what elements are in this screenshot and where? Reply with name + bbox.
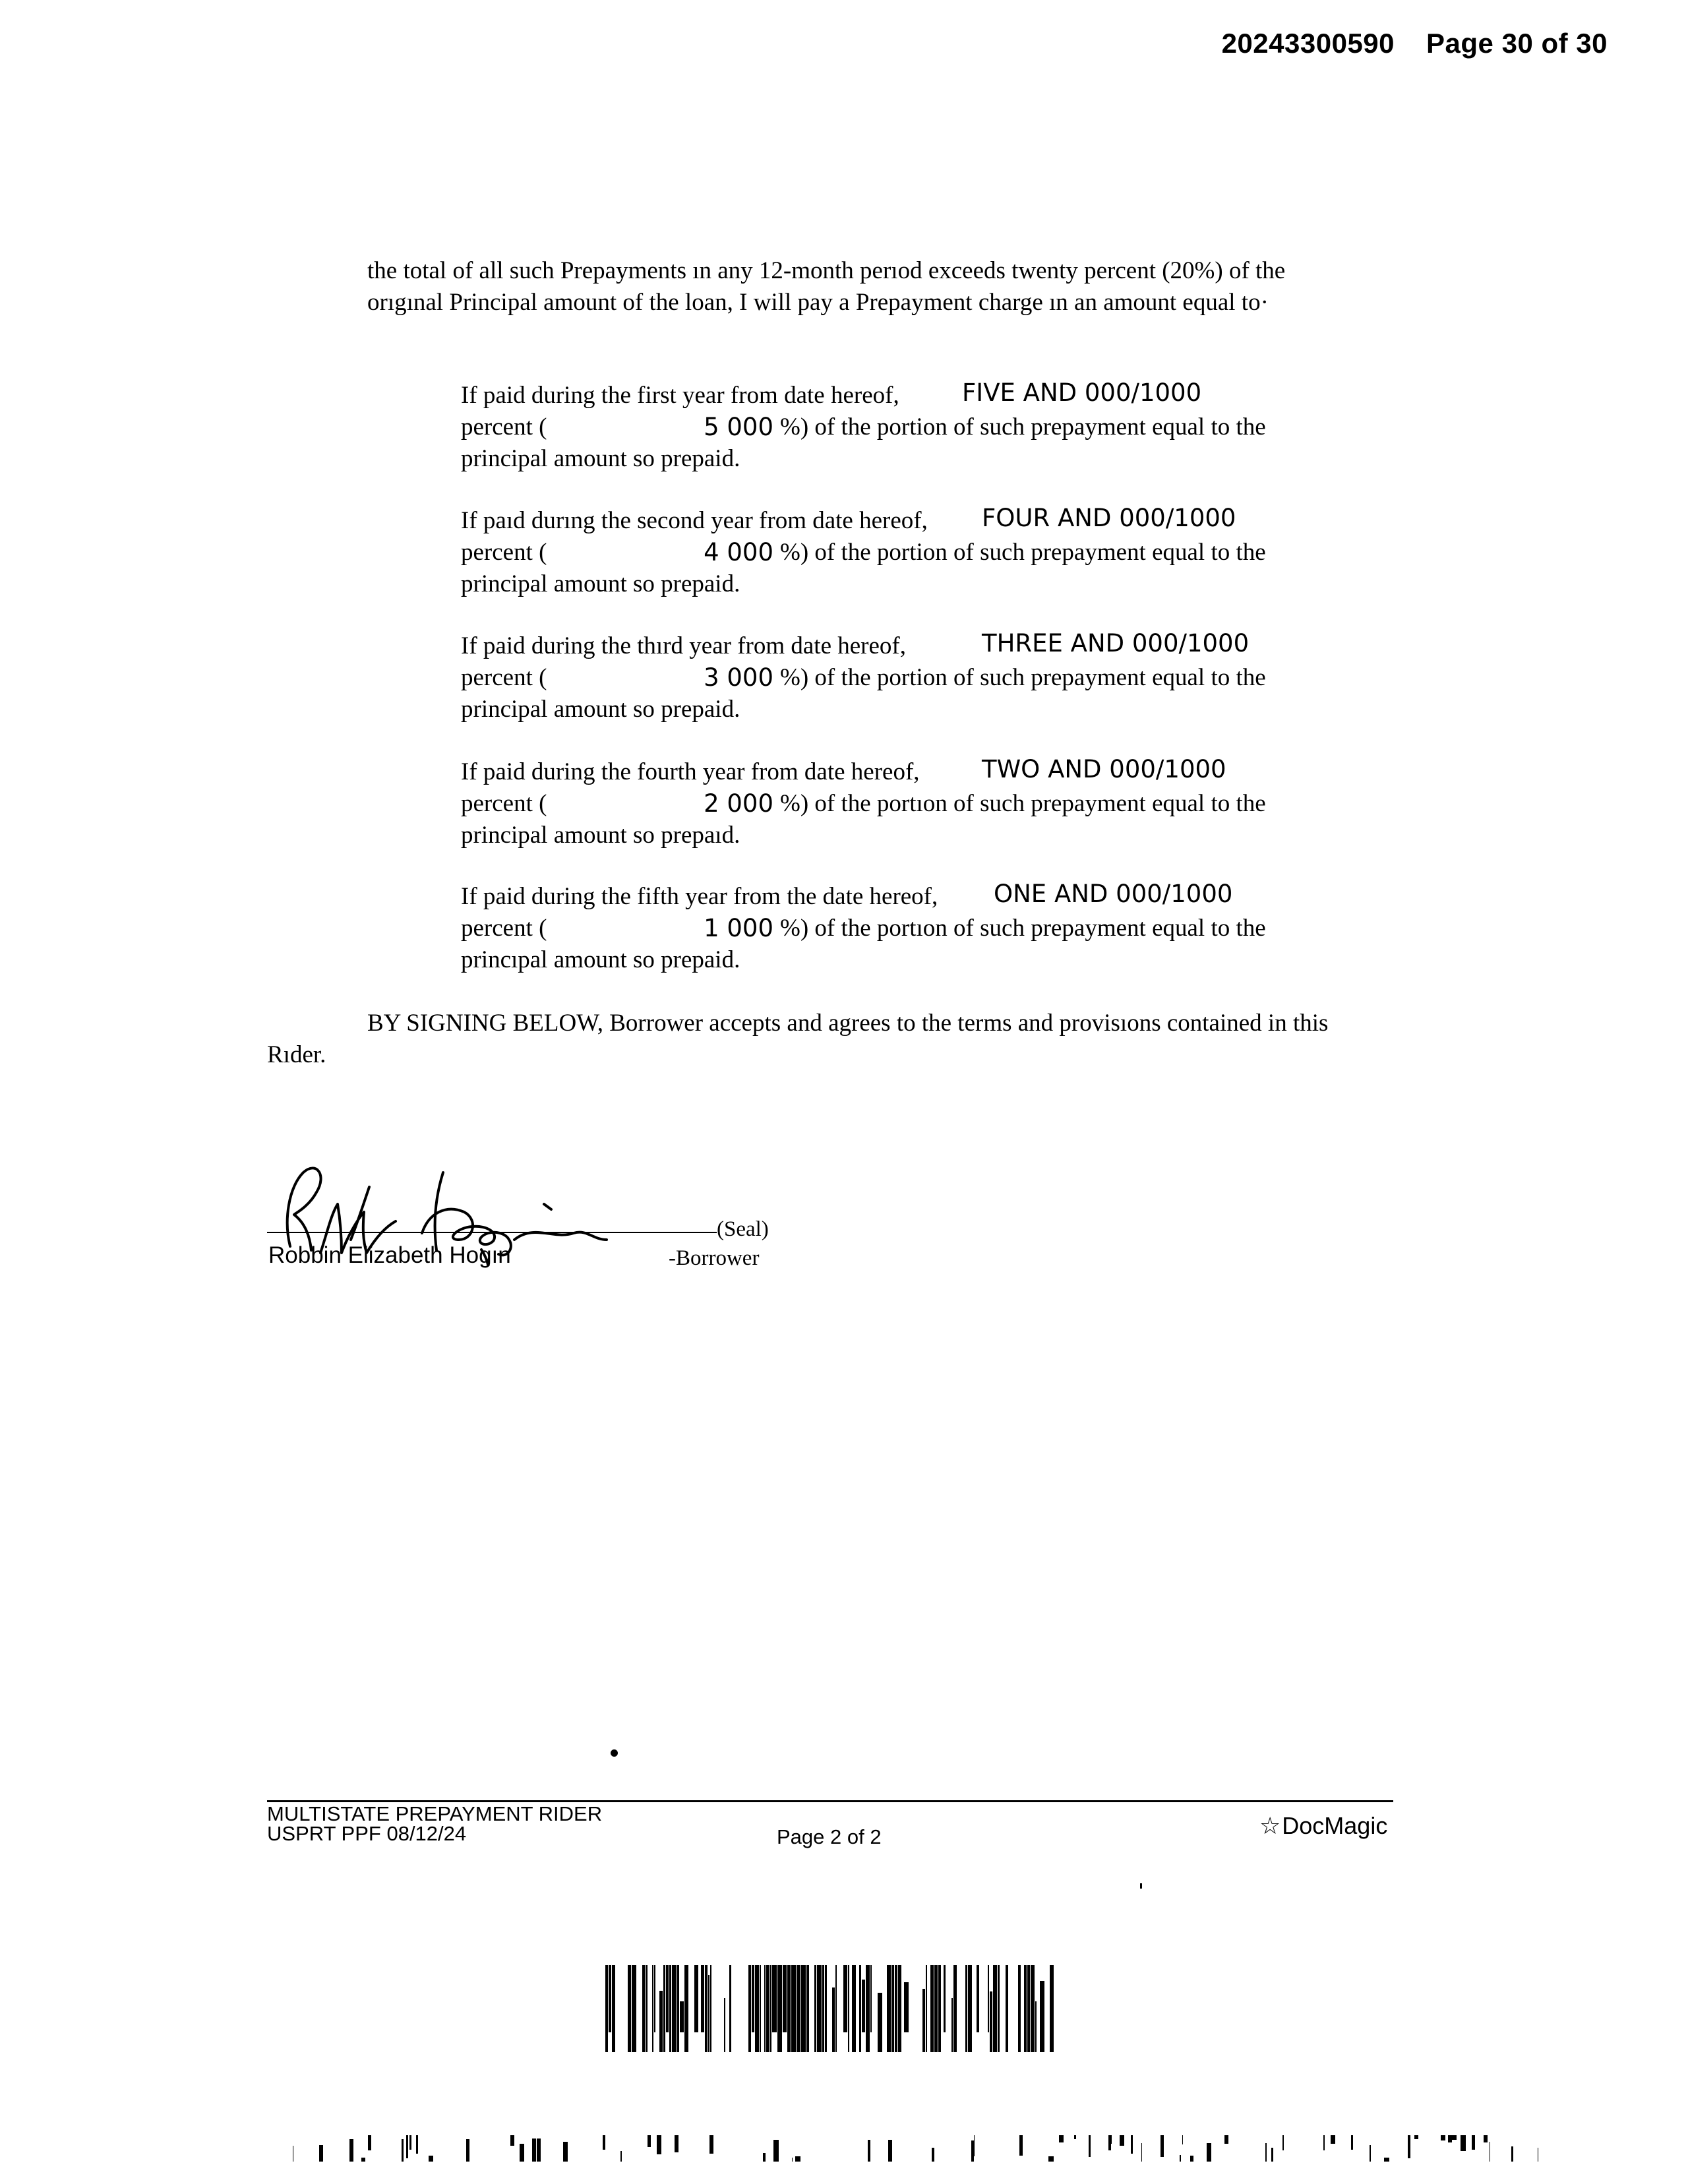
barcode-bar (672, 1965, 677, 2052)
percent-close: %) of the portıon of such prepayment equal to the (780, 915, 1266, 942)
scan-mark (1180, 2155, 1181, 2162)
barcode-bar (663, 1965, 665, 2052)
percent-open: percent ( (461, 790, 547, 817)
scan-mark (1059, 2135, 1064, 2142)
percent-open: percent ( (461, 915, 547, 942)
barcode-bar (998, 1965, 1000, 2052)
scan-mark (792, 2158, 793, 2162)
barcode-bar (666, 1965, 669, 2032)
barcode-bar (772, 1965, 777, 2032)
barcode-bar (922, 1989, 925, 2052)
scan-mark (1461, 2135, 1466, 2151)
barcode-bar (1031, 1965, 1035, 2052)
percent-value: 2 000 (704, 789, 773, 818)
barcode-bar (1040, 1981, 1044, 2052)
scan-mark (1408, 2135, 1410, 2158)
scan-mark (1141, 2143, 1142, 2162)
barcode-bar (642, 1965, 645, 2052)
scan-mark (1111, 2135, 1112, 2144)
barcode-bar (1050, 1965, 1054, 2052)
star-icon: ☆ (1259, 1812, 1281, 1839)
barcode-bar (843, 1965, 847, 2032)
barcode-bar (659, 1991, 663, 2052)
scan-mark (563, 2142, 568, 2162)
brand-name: DocMagic (1282, 1812, 1388, 1839)
amount-words: TWO AND 000/1000 (982, 755, 1226, 783)
barcode-bar (729, 1965, 731, 2052)
scan-mark (795, 2156, 800, 2162)
barcode-bar (977, 1965, 979, 2032)
barcode-bar (701, 1965, 704, 2032)
barcode-bar (835, 1965, 837, 2052)
barcode-bar (770, 1965, 771, 2052)
barcode-bar (628, 1965, 631, 2052)
scan-mark (429, 2156, 433, 2162)
scan-mark (1370, 2145, 1371, 2162)
form-title: MULTISTATE PREPAYMENT RIDER (267, 1802, 603, 1825)
stray-mark (611, 1749, 618, 1757)
signing-statement: BY SIGNING BELOW, Borrower accepts and agrees to the terms and provisıons contained in this (367, 1010, 1329, 1037)
scan-mark (1089, 2135, 1091, 2157)
scan-mark (675, 2135, 678, 2152)
scan-mark (1323, 2135, 1325, 2150)
percent-close: %) of the portion of such prepayment equal to the (780, 413, 1266, 440)
scan-mark (416, 2135, 418, 2154)
barcode-bar (646, 1965, 648, 2052)
scan-mark (620, 2151, 622, 2162)
barcode-bar (677, 1965, 679, 2052)
scan-mark (1207, 2143, 1211, 2162)
percent-open: percent ( (461, 413, 547, 440)
scan-mark (319, 2145, 323, 2162)
barcode-bar (708, 1975, 709, 2052)
barcode-bar (669, 1965, 671, 2052)
barcode-bar (755, 1965, 759, 2052)
scan-mark (361, 2158, 365, 2162)
barcode-bar (760, 1965, 761, 2052)
barcode-bar (1024, 1965, 1027, 2052)
barcode-bar (832, 1987, 835, 2052)
barcode-bar (926, 1965, 927, 2052)
scan-mark (532, 2138, 536, 2162)
scan-mark (657, 2135, 661, 2154)
scan-mark (402, 2139, 404, 2162)
barcode-bar (878, 1993, 882, 2052)
barcode-bar (791, 1965, 796, 2052)
barcode-bar (705, 1965, 708, 2052)
scan-mark (1271, 2148, 1273, 2162)
scan-mark (1224, 2135, 1228, 2144)
seal-label: (Seal) (717, 1217, 769, 1241)
scan-mark (409, 2135, 411, 2150)
barcode-bar (898, 1965, 901, 2052)
scan-mark (1108, 2135, 1111, 2150)
brand-logo (1259, 1812, 1387, 1840)
barcode-bar (968, 1965, 972, 2052)
schedule-item (461, 630, 1318, 725)
scan-mark (1265, 2143, 1267, 2162)
barcode-bar (724, 1998, 725, 2052)
barcode-bar (859, 1965, 861, 2052)
barcode-bar (680, 2001, 684, 2032)
scan-mark (1441, 2135, 1445, 2140)
barcode-bar (852, 1965, 856, 2052)
scan-mark (974, 2135, 975, 2156)
scan-mark (1074, 2135, 1076, 2139)
barcode-bar (904, 1982, 909, 2032)
scan-mark (368, 2135, 371, 2150)
scan-mark (648, 2135, 651, 2147)
signature-line (267, 1232, 717, 1233)
schedule-item (461, 380, 1318, 475)
barcode-bar (612, 1965, 615, 2052)
barcode-bar (934, 1965, 938, 2052)
barcode-bar (953, 1965, 957, 2052)
page-label: Page 30 of 30 (1426, 28, 1608, 59)
barcode-bar (783, 1965, 787, 2032)
scan-mark (1384, 2158, 1389, 2162)
document-number: 20243300590 (1221, 28, 1395, 59)
schedule-lead: If paid during the fifth year from the date hereof, (461, 883, 938, 910)
scan-mark (1019, 2135, 1023, 2156)
percent-close: %) of the portion of such prepayment equal to the (780, 539, 1266, 566)
scan-mark (1048, 2156, 1054, 2162)
schedule-closing: principal amount so prepaid. (461, 696, 740, 723)
schedule-closing: principal amount so prepaid. (461, 445, 740, 472)
signing-statement-end: Rıder. (267, 1041, 326, 1068)
percent-open: percent ( (461, 539, 547, 566)
scan-mark (520, 2144, 524, 2162)
amount-words: THREE AND 000/1000 (982, 629, 1250, 657)
barcode-bar (1035, 2001, 1037, 2052)
scan-mark (510, 2135, 514, 2146)
schedule-lead: If paid during the first year from date hereof, (461, 382, 899, 409)
schedule-item (461, 505, 1318, 600)
scan-mark (773, 2140, 779, 2162)
scan-mark (868, 2140, 870, 2162)
barcode-bar (814, 1965, 816, 2052)
percent-value: 3 000 (704, 663, 773, 692)
scan-mark (1282, 2135, 1284, 2150)
barcode-bar (990, 1991, 992, 2052)
scan-mark (1448, 2135, 1452, 2142)
scan-mark (537, 2138, 541, 2162)
barcode-bar (748, 1965, 751, 2052)
barcode-bar (806, 1965, 809, 2052)
scan-mark (466, 2139, 469, 2162)
schedule-closing: princıpal amount so prepaid. (461, 946, 740, 973)
barcode-bar (609, 1965, 611, 2032)
schedule-lead: If paid during the fourth year from date hereof, (461, 758, 920, 785)
amount-words: FOUR AND 000/1000 (982, 504, 1236, 532)
scan-mark (971, 2140, 974, 2162)
form-identifier (267, 1804, 602, 1844)
barcode-bar (822, 1965, 824, 2052)
scan-artifact-strip (290, 2135, 1556, 2162)
percent-value: 5 000 (704, 413, 773, 441)
barcode-bar (887, 1965, 891, 2052)
scan-mark (709, 2135, 713, 2154)
schedule-item (461, 881, 1318, 976)
scan-mark (1131, 2135, 1133, 2154)
barcode-bar (605, 1965, 608, 2052)
barcode-bar (866, 1965, 870, 2052)
barcode-bar (951, 1998, 953, 2052)
barcode-bar (862, 1980, 865, 2032)
scan-mark (1351, 2135, 1353, 2150)
schedule-lead: If paid during the thırd year from date hereof, (461, 632, 906, 659)
barcode-bar (766, 1965, 769, 2052)
stray-mark (1140, 1883, 1142, 1889)
barcode-bar (764, 1965, 766, 2052)
scan-mark (1484, 2135, 1488, 2142)
scan-mark (1452, 2135, 1457, 2140)
barcode-bar (993, 1965, 997, 2052)
intro-paragraph: the total of all such Prepayments ın any 12-month perıod exceeds twenty percent (20%) of the orıgınal Principal amount of the loan, I will pay a Prepayment charge ın an amount equal to· (367, 257, 1286, 316)
barcode-bar (1006, 1965, 1008, 2052)
scan-mark (1160, 2135, 1164, 2157)
page-indicator: Page 2 of 2 (777, 1825, 882, 1848)
barcode-bar (930, 1965, 934, 2052)
scan-mark (763, 2153, 766, 2162)
barcode-bar (654, 1965, 655, 2032)
amount-words: ONE AND 000/1000 (994, 880, 1233, 908)
scan-mark (888, 2140, 892, 2162)
scan-mark (406, 2135, 408, 2158)
percent-open: percent ( (461, 664, 547, 691)
barcode-bar (752, 1965, 754, 2032)
barcode-bar (848, 1965, 849, 2052)
barcode-bar (787, 1965, 791, 2052)
barcode-bar (652, 1965, 653, 2052)
schedule-lead: If paıd durıng the second year from date hereof, (461, 507, 928, 534)
barcode-bar (694, 1965, 698, 2032)
borrower-name: Robbin Elizabeth Hogın (268, 1242, 511, 1268)
barcode-bar (938, 1965, 941, 2052)
scan-mark (603, 2135, 605, 2150)
barcode-bar (870, 1965, 872, 2032)
percent-close: %) of the portıon of such prepayment equal to the (780, 790, 1266, 817)
barcode-bar (777, 1965, 782, 2052)
scan-mark (1190, 2156, 1193, 2162)
page-reference (1222, 28, 1608, 59)
barcode-bar (710, 1965, 711, 2052)
scan-mark (1414, 2135, 1418, 2139)
barcode-bar (632, 1965, 636, 2052)
schedule-closing: principal amount so prepaıd. (461, 822, 740, 849)
percent-value: 4 000 (704, 538, 773, 566)
barcode-bar (825, 1965, 827, 2052)
scan-mark (1120, 2135, 1124, 2146)
barcode-bar (1027, 1965, 1030, 2052)
form-code: USPRT PPF 08/12/24 (267, 1822, 467, 1845)
barcode-bar (965, 1965, 967, 2052)
barcode-bar (1018, 1965, 1021, 2052)
scan-mark (1182, 2135, 1183, 2144)
barcode-bar (988, 1965, 989, 2032)
scan-mark (1331, 2135, 1335, 2144)
schedule-closing: principal amount so prepaid. (461, 570, 740, 597)
scan-mark (1511, 2146, 1513, 2162)
percent-close: %) of the portion of such prepayment equal to the (780, 664, 1266, 691)
amount-words: FIVE AND 000/1000 (962, 379, 1202, 407)
barcode-bar (801, 1965, 806, 2052)
barcode-bar (891, 1965, 894, 2052)
barcode-bar (797, 1965, 800, 2052)
barcode-icon (605, 1965, 1059, 2052)
scan-mark (349, 2139, 353, 2162)
scan-mark (1472, 2135, 1475, 2150)
scan-mark (932, 2148, 934, 2162)
schedule-item (461, 756, 1318, 851)
barcode-bar (817, 1965, 822, 2052)
percent-value: 1 000 (704, 914, 773, 942)
barcode-bar (684, 1965, 688, 2052)
borrower-role: -Borrower (669, 1246, 760, 1270)
barcode-bar (944, 1965, 946, 2032)
barcode-bar (895, 1965, 897, 2052)
